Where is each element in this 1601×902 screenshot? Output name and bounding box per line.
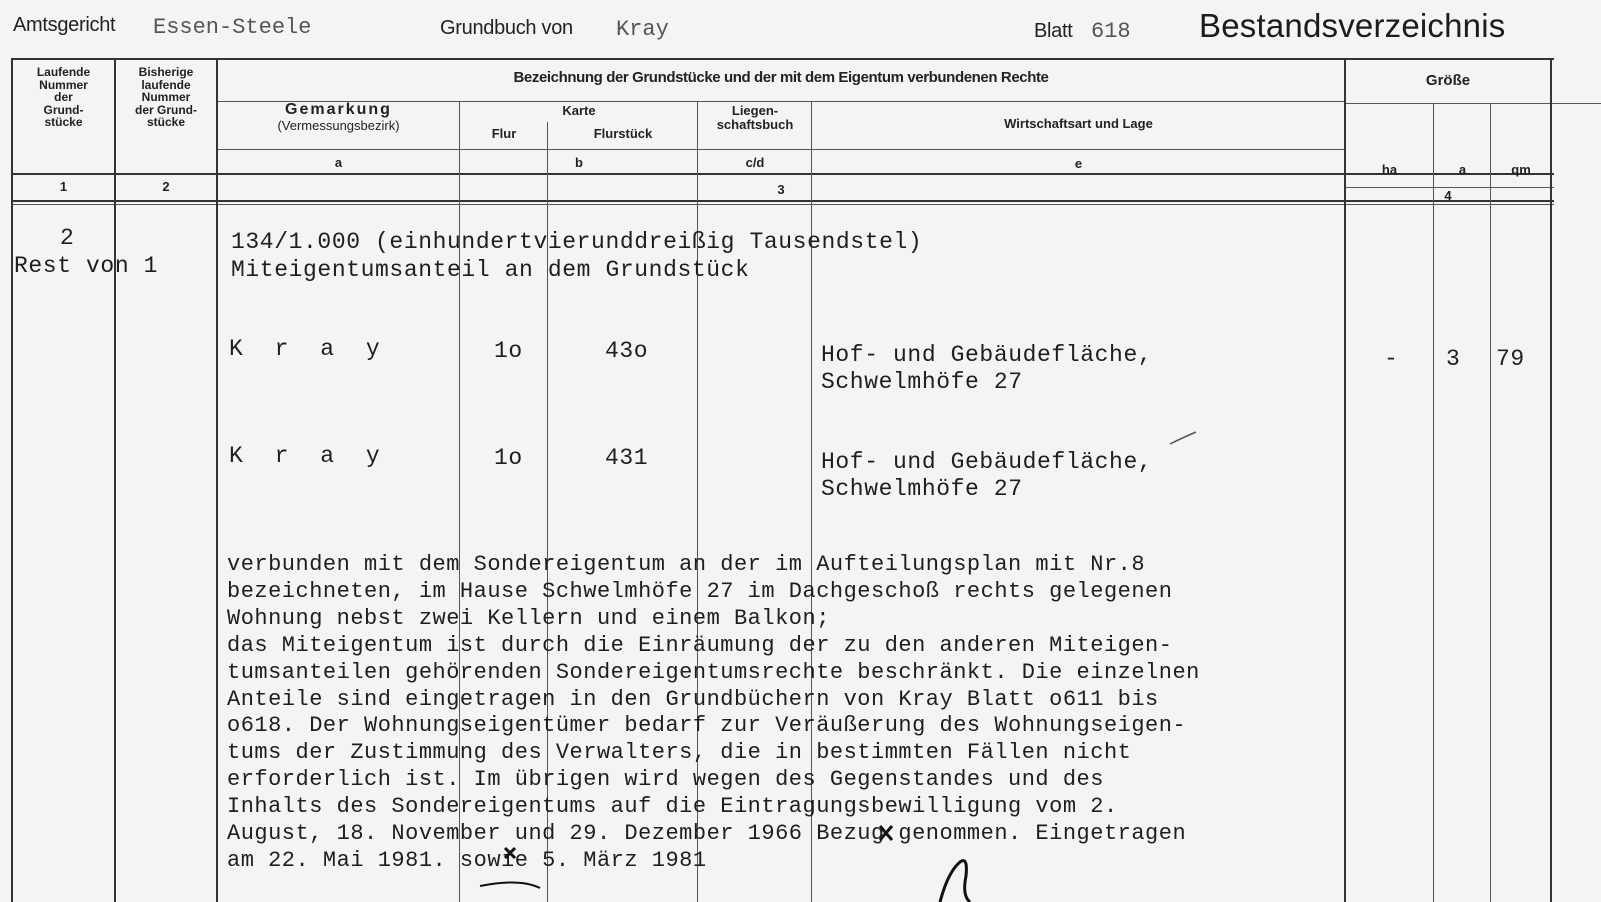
register-label: Grundbuch von [440,17,573,39]
insertion-mark-icon [880,826,892,840]
parcel-lage-1: Hof- und Gebäudefläche, [821,449,1153,475]
sub-b: b [575,155,583,170]
parcel-qm: 79 [1496,346,1525,372]
entry-text-line: Wohnung nebst zwei Kellern und einem Balkon; [227,605,830,631]
col1-caption: Laufende Nummer der Grund- stücke [36,65,91,130]
wirtschaftsart-caption: Wirtschaftsart und Lage [1004,116,1153,131]
parcel-lage-1: Hof- und Gebäudefläche, [821,342,1153,368]
share-line-2: Miteigentumsanteil an dem Grundstück [231,257,750,283]
entry-text-line: erforderlich ist. Im übrigen wird wegen des Gegenstandes und des [227,767,1104,793]
unit-qm: qm [1511,162,1531,177]
parcel-lage-2: Schwelmhöfe 27 [821,369,1023,395]
parcel-flur: 1o [494,445,523,471]
register-value: Kray [616,17,669,42]
num-3: 3 [777,182,785,197]
pen-stroke [1170,432,1196,444]
entry-text-line: Inhalts des Sondereigentums auf die Eintragungsbewilligung vom 2. [227,794,1118,820]
sub-cd: c/d [745,155,765,170]
sub-e: e [1074,156,1083,171]
parcel-lage-2: Schwelmhöfe 27 [821,476,1023,502]
entry-text-line: verbunden mit dem Sondereigentum an der im Aufteilungsplan mit Nr.8 [227,552,1146,577]
insertion-mark-icon [505,848,515,858]
parcel-a: 3 [1446,346,1461,372]
entry-text-line: tumsanteilen gehörenden Sondereigentumsrechte beschränkt. Die einzelnen [227,659,1200,685]
entry-number: 2 [60,225,75,251]
parcel-flurstueck: 43o [605,338,649,364]
entry-text-line: bezeichneten, im Hause Schwelmhöfe 27 im Dachgeschoß rechts gelegenen [227,578,1173,604]
parcel-flur: 1o [494,338,523,364]
court-value: Essen-Steele [153,15,312,40]
entry-text-line: am 22. Mai 1981. sowie 5. März 1981 [227,847,707,873]
sub-a: a [334,155,343,170]
gemarkung-caption: Gemarkung (Vermessungsbezirk) [277,101,400,133]
unit-a: a [1458,162,1467,177]
parcel-ha: - [1384,346,1399,372]
unit-ha: ha [1381,162,1398,177]
share-line-1: 134/1.000 (einhundertvierunddreißig Tausendstel) [231,229,923,255]
groesse-caption: Größe [1425,72,1471,89]
liegenschaft-caption: Liegen- schaftsbuch [716,103,794,132]
flur-caption: Flur [491,126,517,141]
entry-text-line: das Miteigentum ist durch die Einräumung der zu den anderen Miteigen- [227,632,1173,658]
num-4: 4 [1444,188,1452,203]
parcel-flurstueck: 431 [605,445,649,471]
num-1: 1 [59,179,68,194]
entry-previous: Rest von 1 [14,253,159,279]
sheet-value: 618 [1091,19,1131,44]
karte-caption: Karte [562,103,596,118]
parcel-gemarkung: K r a y [229,336,389,362]
entry-text-line: August, 18. November und 29. Dezember 1966 Bezug genommen. Eingetragen [227,821,1187,847]
num-2: 2 [162,179,170,194]
flurstueck-caption: Flurstück [593,126,653,141]
entry-text-line: Anteile sind eingetragen in den Grundbüchern von Kray Blatt o611 bis [227,686,1159,712]
parcel-gemarkung: K r a y [229,443,389,469]
group-title: Bezeichnung der Grundstücke und der mit dem Eigentum verbundenen Rechte [513,69,1049,86]
signature-stroke [480,882,540,888]
entry-text-line: tums der Zustimmung des Verwalters, die in bestimmten Fällen nicht [227,740,1132,766]
court-label: Amtsgericht [13,14,116,36]
entry-text-line: o618. Der Wohnungseigentümer bedarf zur Veräußerung des Wohnungseigen- [227,713,1187,739]
sheet-label: Blatt [1034,20,1073,42]
signature-stroke [940,861,970,902]
col2-caption: Bisherige laufende Nummer der Grund- stücke [135,65,197,130]
section-title: Bestandsverzeichnis [1199,7,1506,44]
